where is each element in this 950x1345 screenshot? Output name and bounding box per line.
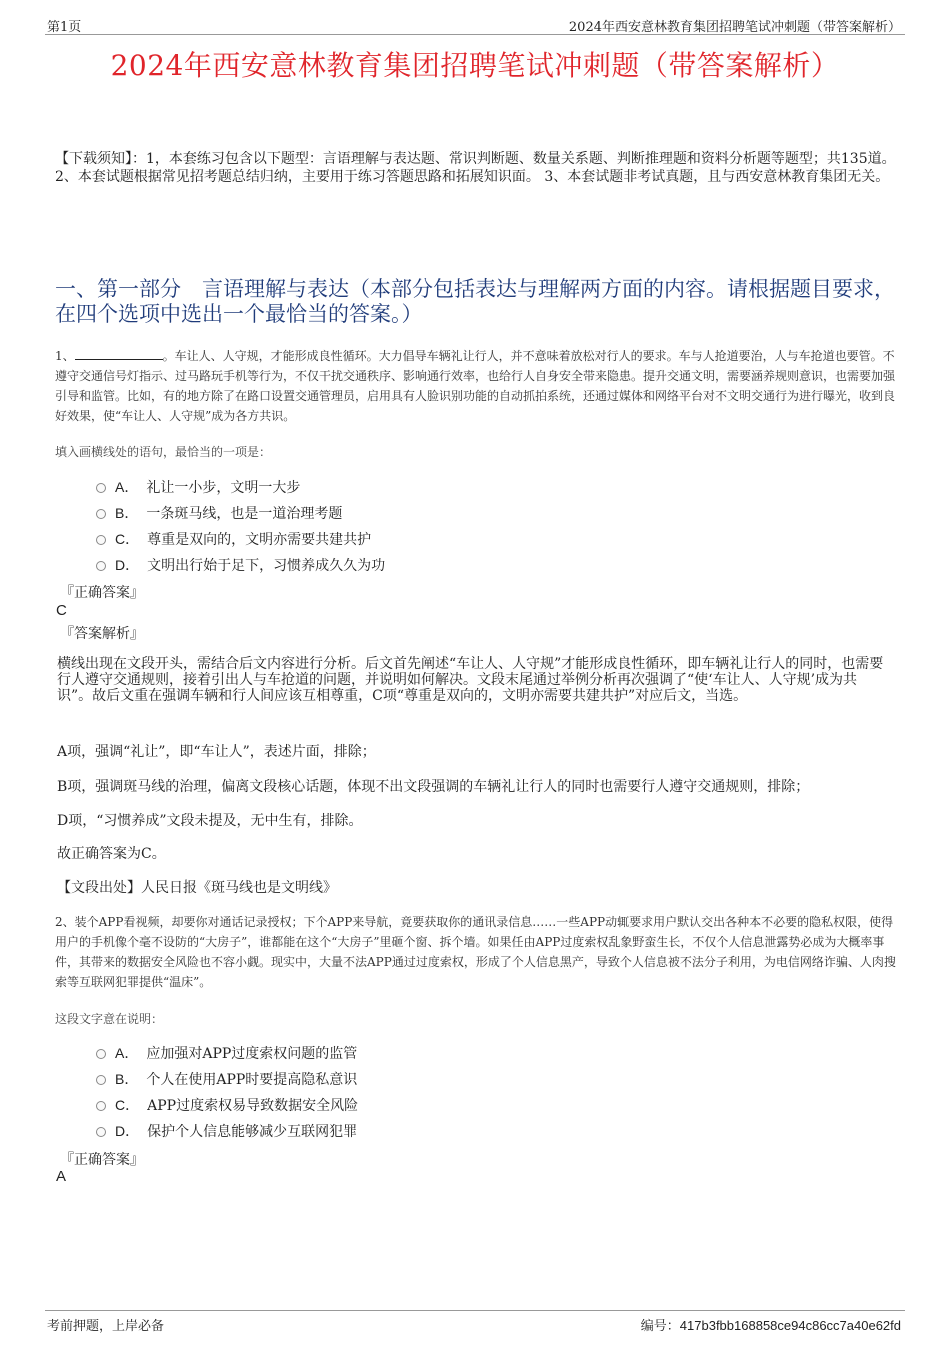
question-1-prompt: 填入画横线处的语句，最恰当的一项是： (55, 445, 272, 459)
question-number: 2、 (55, 915, 75, 929)
document-title: 2024年西安意林教育集团招聘笔试冲刺题（带答案解析） (110, 49, 840, 82)
q2-option-b[interactable]: B． 个人在使用APP时要提高隐私意识 (96, 1069, 357, 1089)
radio-icon[interactable] (96, 1101, 106, 1111)
radio-icon[interactable] (96, 1049, 106, 1059)
question-2-prompt: 这段文字意在说明： (55, 1012, 164, 1026)
header-doc-title: 2024年西安意林教育集团招聘笔试冲刺题（带答案解析） (568, 20, 901, 35)
q1-analysis-b: B项，强调斑马线的治理，偏离文段核心话题，体现不出文段强调的车辆礼让行人的同时也需要行人遵守交通规则，排除； (57, 779, 810, 795)
radio-icon[interactable] (96, 1127, 106, 1137)
fill-blank (75, 347, 163, 360)
q1-conclusion: 故正确答案为C。 (57, 846, 166, 862)
page-footer (45, 1310, 905, 1333)
section-title: 一、第一部分 言语理解与表达（本部分包括表达与理解两方面的内容。请根据题目要求，在四个选项中选出一个最恰当的答案。） (55, 277, 895, 326)
footer-slogan: 考前押题，上岸必备 (47, 1319, 165, 1334)
q1-source: 【文段出处】人民日报《斑马线也是文明线》 (57, 880, 337, 896)
q1-analysis-d: D项，“习惯养成”文段未提及，无中生有，排除。 (57, 813, 363, 829)
q1-answer-label: 『正确答案』 (60, 585, 144, 601)
q2-answer-label: 『正确答案』 (60, 1152, 144, 1168)
question-text: 。车让人、人守规，才能形成良性循环。大力倡导车辆礼让行人，并不意味着放松对行人的要求。车与人抢道要治，人与车抢道也要管。不遵守交通信号灯指示、过马路玩手机等行为，不仅干扰交通秩序、影响通行效率，也给行人自身安全带来隐患。提升交通文明，需要涵养规则意识，也需要加强引导和监管。比如，有的地方除了在路口设置交通管理员，启用具有人脸识别功能的自动抓拍系统，还通过媒体和网络平台对不文明交通行为进行曝光，收到良好效果，使“车让人、人守规”成为各方共识。 (55, 349, 896, 423)
download-notice: 【下载须知】：1，本套练习包含以下题型：言语理解与表达题、常识判断题、数量关系题、判断推理题和资料分析题等题型；共135道。 2、本套试题根据常见招考题总结归纳，主要用于练习答题思路和拓展知识面。 3、本套试题非考试真题，且与西安意林教育集团无关。 (55, 151, 896, 185)
question-1-stem (55, 346, 900, 426)
footer-code: 编号：417b3fbb168858ce94c86cc7a40e62fd (640, 1318, 901, 1334)
question-text: 装个APP看视频，却要你对通话记录授权；下个APP来导航，竟要获取你的通讯录信息……一些APP动辄要求用户默认交出各种本不必要的隐私权限，使得用户的手机像个毫不设防的“大房子”，谁都能在这个“大房子”里砸个窗、拆个墙。如果任由APP过度索权乱象野蛮生长，不仅个人信息泄露势必成为大概率事件，其带来的数据安全风险也不容小觑。现实中，大量不法APP通过过度索权，形成了个人信息黑产，导致个人信息被不法分子利用，为电信网络诈骗、人肉搜索等互联网犯罪提供“温床”。 (55, 915, 896, 989)
q1-answer: C (56, 602, 67, 619)
question-2-stem (55, 912, 900, 992)
q1-analysis-paragraph: 横线出现在文段开头，需结合后文内容进行分析。后文首先阐述“车让人、人守规”才能形成良性循环，即车辆礼让行人的同时，也需要行人遵守交通规则，接着引出人与车抢道的问题，并说明如何解决。文段末尾通过举例分析再次强调了“使‘车让人、人守规’成为共识”。故后文重在强调车辆和行人间应该互相尊重，C项“尊重是双向的，文明亦需要共建共护”对应后文，当选。 (57, 656, 884, 704)
question-number: 1、 (55, 349, 75, 363)
page-header (45, 14, 905, 35)
q1-option-b[interactable]: B． 一条斑马线，也是一道治理考题 (96, 503, 342, 523)
radio-icon[interactable] (96, 483, 106, 493)
q2-option-d[interactable]: D． 保护个人信息能够减少互联网犯罪 (96, 1121, 357, 1141)
radio-icon[interactable] (96, 1075, 106, 1085)
q1-analysis-a: A项，强调“礼让”，即“车让人”，表述片面，排除； (57, 744, 376, 760)
q1-option-c[interactable]: C． 尊重是双向的，文明亦需要共建共护 (96, 529, 371, 549)
q2-option-a[interactable]: A． 应加强对APP过度索权问题的监管 (96, 1043, 357, 1063)
radio-icon[interactable] (96, 561, 106, 571)
q1-analysis-label: 『答案解析』 (60, 626, 144, 642)
q2-option-c[interactable]: C． APP过度索权易导致数据安全风险 (96, 1095, 358, 1115)
q1-option-d[interactable]: D． 文明出行始于足下，习惯养成久久为功 (96, 555, 385, 575)
q1-option-a[interactable]: A． 礼让一小步，文明一大步 (96, 477, 300, 497)
radio-icon[interactable] (96, 509, 106, 519)
page-number: 第1页 (47, 20, 82, 35)
q2-answer: A (56, 1168, 67, 1185)
radio-icon[interactable] (96, 535, 106, 545)
